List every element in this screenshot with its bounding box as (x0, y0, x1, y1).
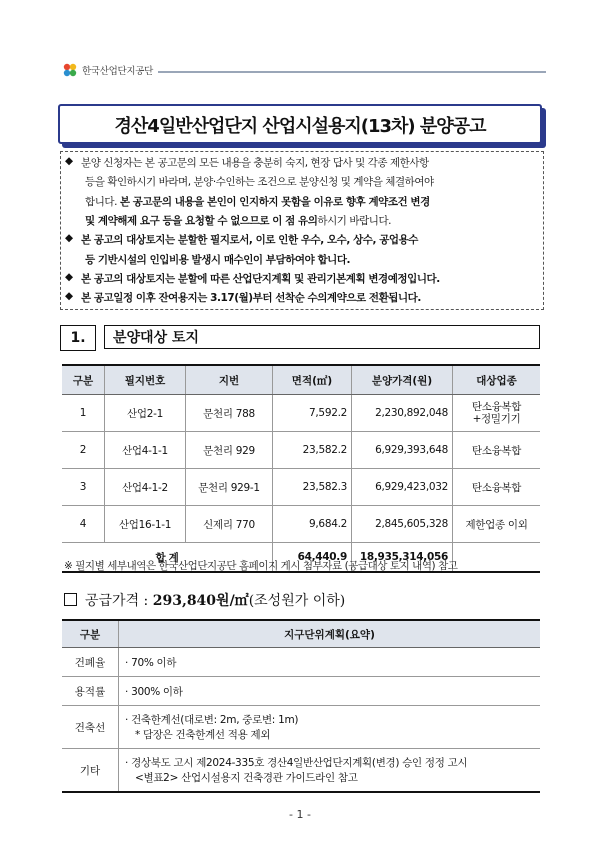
plan-key: 건축선 (62, 706, 119, 749)
plan-line: · 300% 이하 (125, 685, 183, 698)
plan-line: · 건축한계선(대로변: 2m, 중로변: 1m) (125, 714, 299, 726)
notice-text: 합니다. (85, 195, 120, 208)
col-header: 대상업종 (453, 365, 541, 395)
plan-key: 용적률 (62, 677, 119, 706)
plan-key: 기타 (62, 749, 119, 793)
col-header: 면적(㎡) (273, 365, 352, 395)
notice-text: 분양 신청자는 본 공고문의 모든 내용을 충분히 숙지, 현장 답사 및 각종 제한사항 (81, 157, 429, 169)
table-cell: 산업2-1 (105, 395, 186, 432)
lots-table-header (62, 365, 540, 395)
total-cell: 18,935,314,056 (352, 543, 453, 573)
price-amount: 293,840원/㎡ (152, 593, 249, 609)
table-cell: 문천리 929-1 (186, 469, 273, 506)
plan-value (119, 677, 541, 706)
plan-line: · 70% 이하 (125, 656, 177, 669)
notice-line (85, 252, 350, 267)
price-line (64, 590, 345, 610)
table-cell: 2,845,605,328 (352, 506, 453, 543)
plan-table (62, 619, 540, 793)
notice-text: 본 공고의 대상토지는 분할에 따른 산업단지계획 및 관리기본계획 변경예정입니다. (81, 272, 440, 285)
col-header: 구분 (62, 620, 119, 648)
total-cell: 64,440.9 (273, 543, 352, 573)
plan-line: <별표2> 산업시설용지 건축경관 가이드라인 참고 (135, 772, 358, 784)
notice-text: 본 공고일정 이후 잔여용지는 3.17(월)부터 선착순 수의계약으로 전환됩니다. (81, 292, 421, 305)
col-header: 지구단위계획(요약) (119, 620, 541, 648)
table-cell: 2 (62, 432, 105, 469)
table-cell: 문천리 929 (186, 432, 273, 469)
col-header: 구분 (62, 365, 105, 395)
table-cell: 신제리 770 (186, 506, 273, 543)
header-divider (158, 71, 546, 73)
notice-line (85, 194, 430, 209)
org-name: 한국산업단지공단 (82, 66, 154, 77)
plan-value (119, 648, 541, 677)
notice-text: 본 공고의 대상토지는 분할한 필지로서, 이로 인한 우수, 오수, 상수, 공업용수 (81, 234, 418, 247)
total-cell: 합 계 (62, 543, 273, 573)
col-header: 지번 (186, 365, 273, 395)
table-cell: 산업4-1-2 (105, 469, 186, 506)
plan-value (119, 749, 541, 793)
plan-key: 건폐율 (62, 648, 119, 677)
table-cell: 23,582.2 (273, 432, 352, 469)
table-cell: 4 (62, 506, 105, 543)
page-number: - 1 - (289, 808, 311, 821)
notice-line (81, 271, 440, 286)
notice-line (81, 290, 421, 305)
table-cell: 탄소융복합 (453, 469, 541, 506)
col-header: 분양가격(원) (352, 365, 453, 395)
plan-line: * 담장은 건축한계선 적용 제외 (135, 729, 271, 741)
notice-line (81, 155, 429, 170)
notice-text: 하시기 바랍니다. (317, 214, 392, 227)
notice-text: 등 기반시설의 인입비용 발생시 매수인이 부담하여야 합니다. (85, 253, 351, 266)
section-number: 1. (60, 325, 96, 351)
title-box (58, 104, 542, 144)
table-cell: 6,929,423,032 (352, 469, 453, 506)
table-cell: 7,592.2 (273, 395, 352, 432)
diamond-bullet-icon: ◆ (65, 232, 74, 245)
diamond-bullet-icon: ◆ (65, 155, 74, 167)
col-header: 필지번호 (105, 365, 186, 395)
table-cell: 문천리 788 (186, 395, 273, 432)
notice-text: 본 공고문의 내용을 본인이 인지하지 못함을 이유로 향후 계약조건 변경 (119, 195, 430, 208)
notice-text: 등을 확인하시기 바라며, 분양·수인하는 조건으로 분양신청 및 계약을 체결하여야 (85, 176, 434, 189)
table-cell: 탄소융복합 +정밀기기 (453, 395, 541, 432)
table-cell: 탄소융복합 (453, 432, 541, 469)
logo-icon (62, 62, 78, 78)
header (62, 60, 546, 84)
footnote: ※ 필지별 세부내역은 한국산업단지공단 홈페이지 게시 첨부자료 (공급대상 토지 내역) 참고 (64, 560, 458, 572)
plan-value (119, 706, 541, 749)
table-cell: 1 (62, 395, 105, 432)
table-cell: 9,684.2 (273, 506, 352, 543)
table-cell: 2,230,892,048 (352, 395, 453, 432)
diamond-bullet-icon: ◆ (65, 290, 74, 303)
checkbox-icon (64, 593, 77, 606)
lots-table (62, 364, 540, 573)
page-title: 경산4일반산업단지 산업시설용지(13차) 분양공고 (114, 116, 486, 137)
notice-line (85, 213, 391, 228)
table-cell: 산업16-1-1 (105, 506, 186, 543)
table-cell: 제한업종 이외 (453, 506, 541, 543)
table-row (62, 469, 540, 506)
table-cell: 산업4-1-1 (105, 432, 186, 469)
table-cell: 23,582.3 (273, 469, 352, 506)
plan-row (62, 677, 540, 706)
notice-box (60, 151, 544, 310)
notice-line (85, 174, 434, 189)
section-title: 분양대상 토지 (104, 325, 540, 349)
diamond-bullet-icon: ◆ (65, 270, 74, 283)
notice-text: 및 계약해제 요구 등을 요청할 수 없으므로 이 점 유의 (85, 214, 318, 227)
plan-line: · 경상북도 고시 제2024-335호 경산4일반산업단지계획(변경) 승인 정정 고시 (125, 757, 468, 769)
notice-line (81, 232, 418, 247)
price-label: 공급가격 : (85, 593, 153, 609)
table-row (62, 506, 540, 543)
plan-row (62, 648, 540, 677)
table-row (62, 432, 540, 469)
plan-table-header (62, 620, 540, 648)
plan-row (62, 749, 540, 793)
table-cell: 3 (62, 469, 105, 506)
table-row (62, 395, 540, 432)
price-note: (조성원가 이하) (248, 593, 346, 609)
total-cell (453, 543, 541, 573)
plan-row (62, 706, 540, 749)
table-cell: 6,929,393,648 (352, 432, 453, 469)
